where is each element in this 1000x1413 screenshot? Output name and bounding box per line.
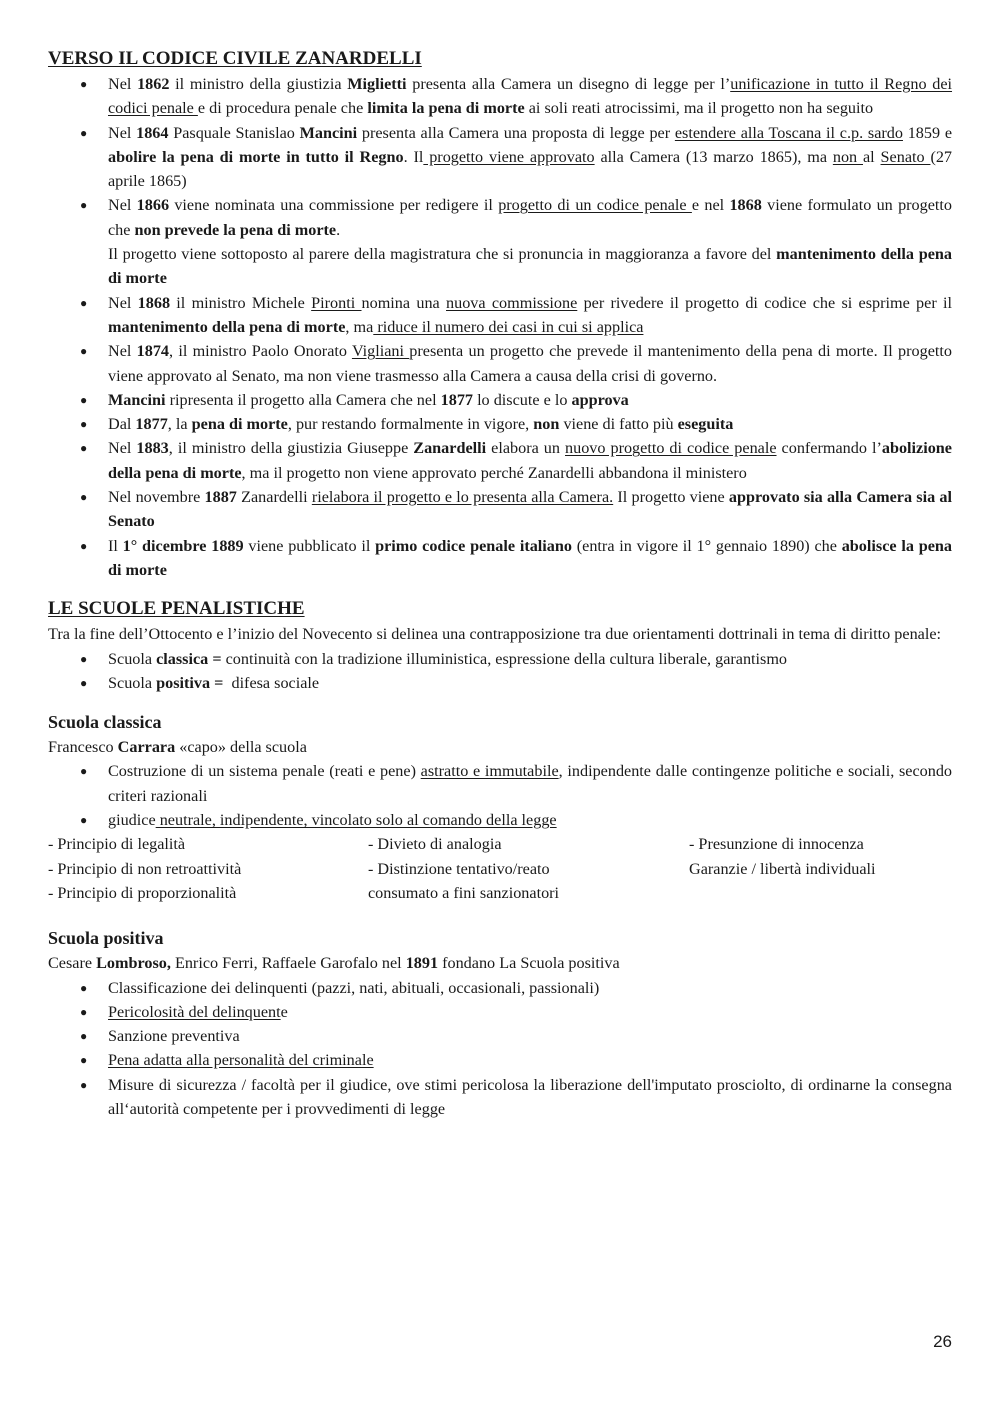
grid-cell: - Principio di non retroattività: [48, 859, 242, 878]
list-item: ● giudice neutrale, indipendente, vincolato solo al comando della legge: [108, 808, 952, 832]
classica-list: [48, 759, 952, 832]
positiva-intro: Cesare Lombroso, Enrico Ferri, Raffaele Garofalo nel 1891 fondano La Scuola positiva: [48, 954, 620, 973]
list-item: ● Classificazione dei delinquenti (pazzi, nati, abituali, occasionali, passionali): [108, 976, 952, 1000]
list-item: ● Scuola classica = continuità con la tradizione illuministica, espressione della cultura liberale, garantismo: [108, 647, 952, 671]
list-item: ● Scuola positiva = difesa sociale: [108, 671, 952, 695]
list-item: ● Misure di sicurezza / facoltà per il giudice, ove stimi pericolosa la liberazione dell'imputato prosciolto, di ordinarne la consegna all‘autorità competente per i provvedimenti di legge: [108, 1073, 952, 1122]
list-item: ● Pena adatta alla personalità del criminale: [108, 1048, 952, 1072]
grid-cell: - Principio di proporzionalità: [48, 883, 237, 902]
list-item: ● Nel 1883, il ministro della giustizia Giuseppe Zanardelli elabora un nuovo progetto di codice penale confermando l’abolizione della pena di morte, ma il progetto non viene approvato perché Zanardelli abbandona il ministero: [108, 436, 952, 485]
list-item: ● Nel novembre 1887 Zanardelli rielabora il progetto e lo presenta alla Camera. Il progetto viene approvato sia alla Camera sia al Senato: [108, 485, 952, 534]
section-title-scuole: LE SCUOLE PENALISTICHE: [48, 598, 305, 620]
list-item: ● Nel 1866 viene nominata una commissione per redigere il progetto di un codice penale e nel 1868 viene formulato un progetto che non prevede la pena di morte. Il progetto viene sottoposto al parere della magistratura che si pronuncia in maggioranza a favore del mantenimento della pena di morte: [108, 193, 952, 290]
list-item: ● Nel 1862 il ministro della giustizia Miglietti presenta alla Camera un disegno di legge per l’unificazione in tutto il Regno dei codici penale e di procedura penale che limita la pena di morte ai soli reati atrocissimi, ma il progetto non ha seguito: [108, 72, 952, 121]
list-item: ● Nel 1874, il ministro Paolo Onorato Vigliani presenta un progetto che prevede il mantenimento della pena di morte. Il progetto viene approvato al Senato, ma non viene trasmesso alla Camera a causa della crisi di governo.: [108, 339, 952, 388]
scuole-list: [48, 647, 952, 696]
page-number: 26: [933, 1332, 952, 1351]
grid-cell: Garanzie / libertà individuali: [689, 859, 876, 878]
heading-scuola-positiva: Scuola positiva: [48, 928, 164, 949]
grid-cell: consumato a fini sanzionatori: [368, 883, 560, 902]
list-item: ● Dal 1877, la pena di morte, pur restando formalmente in vigore, non viene di fatto più eseguita: [108, 412, 952, 436]
list-item: ● Nel 1868 il ministro Michele Pironti nomina una nuova commissione per rivedere il progetto di codice che si esprime per il mantenimento della pena di morte, ma riduce il numero dei casi in cui si applica: [108, 291, 952, 340]
positiva-list: [48, 976, 952, 1122]
list-item: ● Pericolosità del delinquente: [108, 1000, 952, 1024]
document-page: [48, 46, 952, 1121]
list-item: ● Il 1° dicembre 1889 viene pubblicato il primo codice penale italiano (entra in vigore il 1° gennaio 1890) che abolisce la pena di morte: [108, 534, 952, 583]
list-item: ● Costruzione di un sistema penale (reati e pene) astratto e immutabile, indipendente dalle contingenze politiche e sociali, secondo criteri razionali: [108, 759, 952, 808]
grid-cell: - Divieto di analogia: [368, 835, 502, 854]
list-item: ● Nel 1864 Pasquale Stanislao Mancini presenta alla Camera una proposta di legge per estendere alla Toscana il c.p. sardo 1859 e abolire la pena di morte in tutto il Regno. Il progetto viene approvato alla Camera (13 marzo 1865), ma non al Senato (27 aprile 1865): [108, 121, 952, 194]
grid-cell: [689, 881, 952, 905]
section-title-zanardelli: VERSO IL CODICE CIVILE ZANARDELLI: [48, 48, 422, 69]
grid-cell: - Distinzione tentativo/reato: [368, 859, 550, 878]
heading-scuola-classica: Scuola classica: [48, 712, 162, 733]
scuole-intro: Tra la fine dell’Ottocento e l’inizio del Novecento si delinea una contrapposizione tra due orientamenti dottrinali in tema di diritto penale:: [48, 625, 942, 644]
grid-cell: - Principio di legalità: [48, 835, 186, 854]
grid-cell: - Presunzione di innocenza: [689, 835, 864, 854]
zanardelli-timeline-list: [48, 72, 952, 582]
list-item: ● Sanzione preventiva: [108, 1024, 952, 1048]
classica-intro: Francesco Carrara «capo» della scuola: [48, 738, 307, 757]
list-item: ● Mancini ripresenta il progetto alla Camera che nel 1877 lo discute e lo approva: [108, 388, 952, 412]
principles-grid: [48, 832, 952, 905]
